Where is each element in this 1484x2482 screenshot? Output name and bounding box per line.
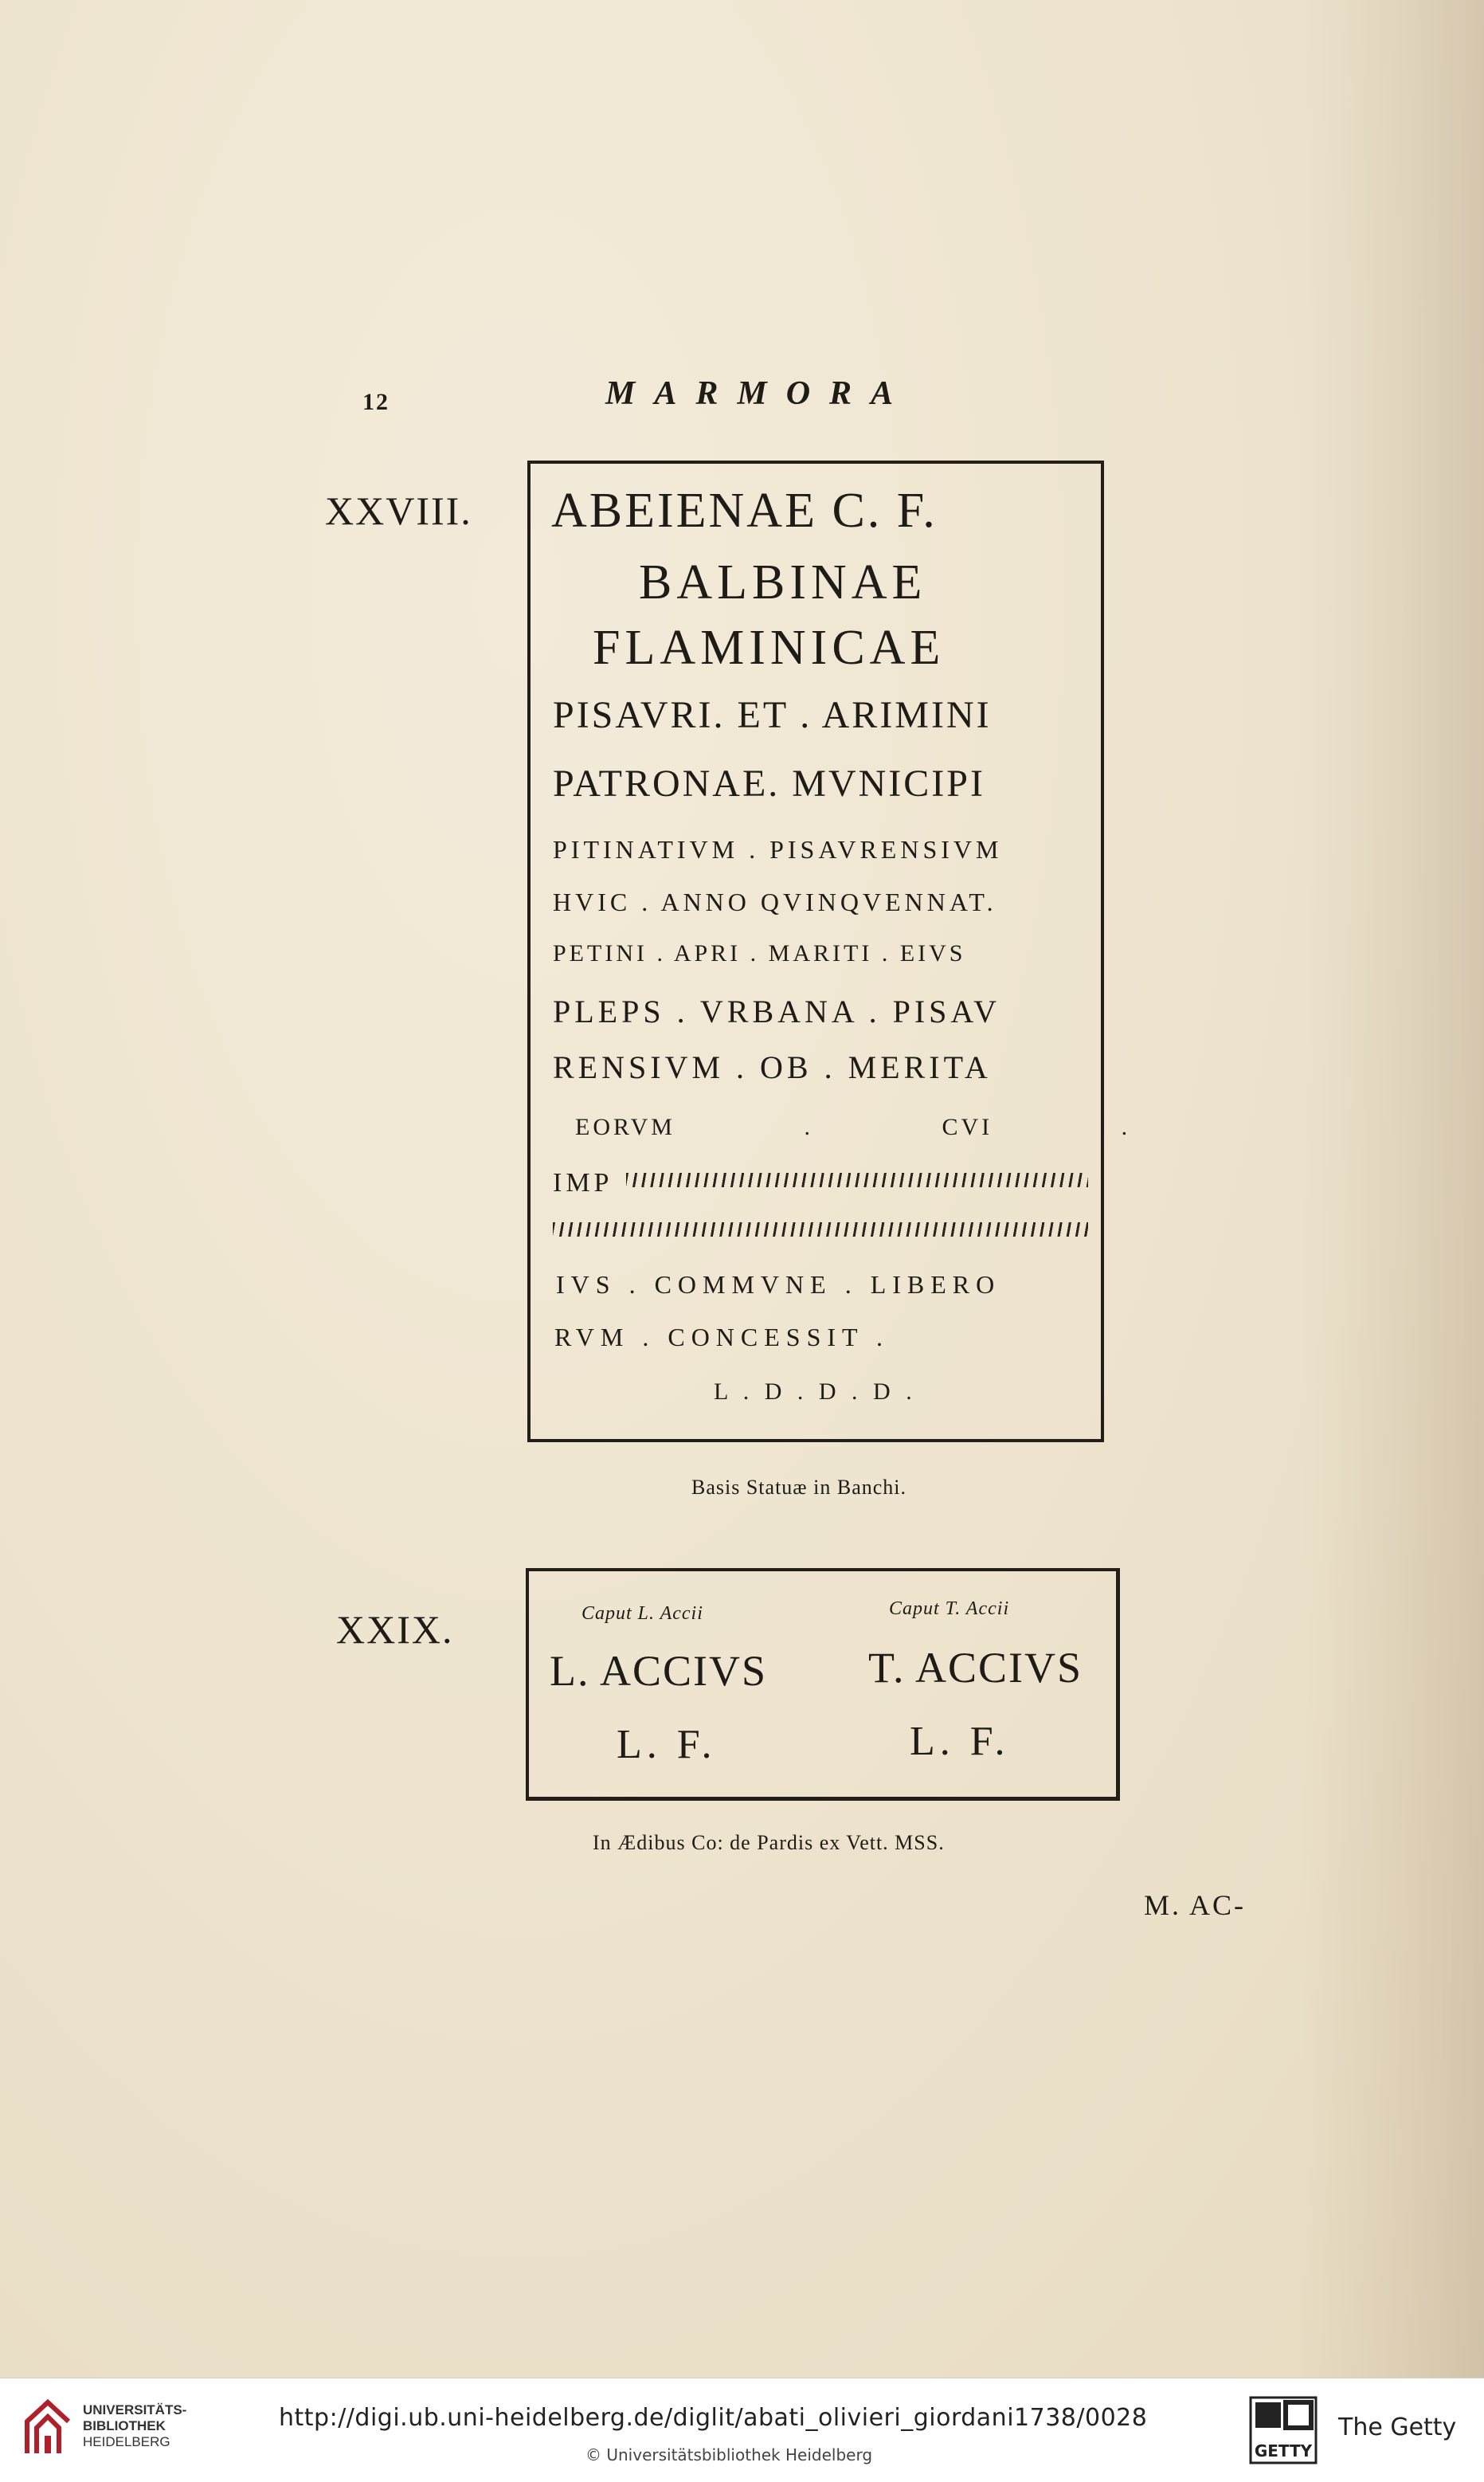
inscription-1-line-11: EORVM . CVI . (575, 1114, 1131, 1140)
erased-text-line-2 (553, 1222, 1088, 1237)
inscription-1-line-6: PITINATIVM . PISAVRENSIVM (553, 835, 1003, 864)
inscription-1-caption: Basis Statuæ in Banchi. (691, 1476, 906, 1499)
inscription-1-numeral: XXVIII. (325, 488, 472, 533)
getty-logo-icon (1249, 2396, 1318, 2464)
inscription-1-line-10: RENSIVM . OB . MERITA (553, 1049, 992, 1085)
erased-text-line-1 (626, 1173, 1088, 1187)
inscription-1-line-8: PETINI . APRI . MARITI . EIVS (553, 940, 966, 967)
inscription-1-line-2: BALBINAE (639, 555, 927, 610)
inscription-2-head-left: Caput L. Accii (581, 1603, 703, 1624)
inscription-2-head-right: Caput T. Accii (889, 1598, 1010, 1619)
university-library-name: UNIVERSITÄTS- BIBLIOTHEK HEIDELBERG (83, 2402, 187, 2449)
inscription-1-line-3: FLAMINICAE (593, 621, 946, 675)
inscription-1-line-4: PISAVRI. ET . ARIMINI (553, 694, 992, 736)
copyright-notice: © Universitätsbibliothek Heidelberg (585, 2445, 873, 2464)
page-gutter-shadow (1301, 0, 1484, 2378)
getty-label[interactable]: The Getty (1338, 2413, 1457, 2441)
inscription-2-numeral: XXIX. (336, 1607, 454, 1652)
inscription-2-name-right: T. ACCIVS (868, 1644, 1083, 1692)
inscription-2-caption: In Ædibus Co: de Pardis ex Vett. MSS. (593, 1831, 945, 1854)
inscription-2-filiation-right: L. F. (910, 1719, 1010, 1764)
inscription-2-filiation-left: L. F. (617, 1722, 717, 1767)
inscription-1-line-1: ABEIENAE C. F. (551, 484, 938, 538)
viewer-footer (0, 2378, 1484, 2482)
svg-text:GETTY: GETTY (1254, 2441, 1313, 2460)
university-library-logo-icon (22, 2398, 73, 2458)
inscription-1-line-15: L . D . D . D . (714, 1378, 917, 1405)
inscription-1-line-7: HVIC . ANNO QVINQVENNAT. (553, 888, 997, 916)
inscription-1-line-5: PATRONAE. MVNICIPI (553, 763, 985, 805)
page-number: 12 (362, 389, 390, 415)
catchword: M. AC- (1144, 1889, 1247, 1921)
inscription-1-line-12: IMP (553, 1168, 613, 1198)
inscription-2-name-left: L. ACCIVS (550, 1647, 768, 1695)
inscription-1-line-9: PLEPS . VRBANA . PISAV (553, 994, 1001, 1029)
page-url-link[interactable]: http://digi.ub.uni-heidelberg.de/diglit/abati_olivieri_giordani1738/0028 (279, 2404, 1148, 2432)
inscription-1-line-13: IVS . COMMVNE . LIBERO (556, 1270, 1001, 1299)
running-title: MARMORA (605, 375, 913, 412)
inscription-1-line-14: RVM . CONCESSIT . (554, 1323, 890, 1351)
